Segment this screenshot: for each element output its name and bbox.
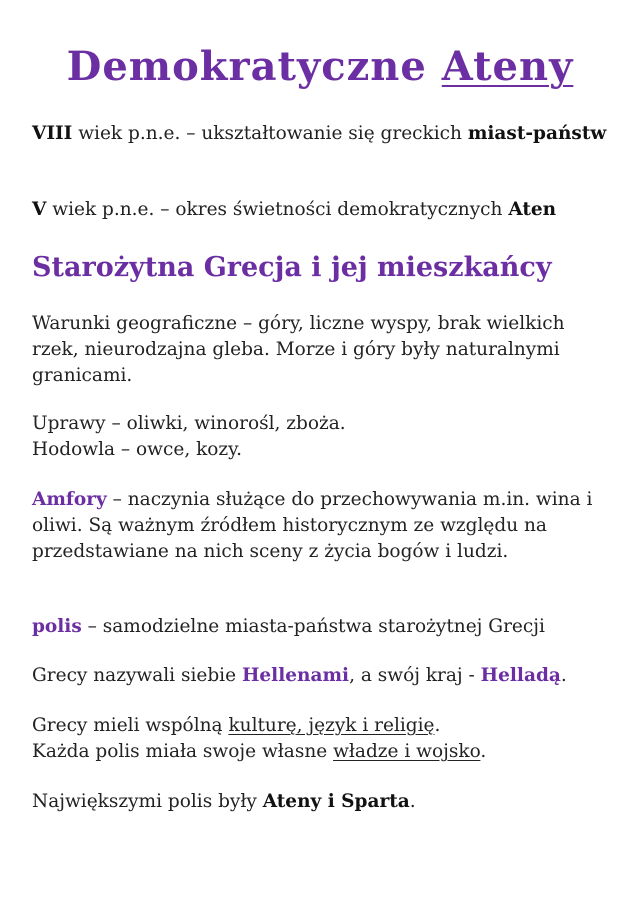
date-keyword: miast-państw	[467, 123, 607, 144]
date-century: VIII	[32, 123, 73, 144]
crops-line: Uprawy – oliwki, winorośl, zboża.	[32, 413, 346, 434]
common-line	[32, 713, 622, 739]
text-part: Grecy nazywali siebie	[32, 665, 242, 686]
own-institutions: władze i wojsko	[333, 741, 481, 762]
geography-paragraph: Warunki geograficzne – góry, liczne wyspy, brak wielkich rzek, nieurodzajna gleba. Morze i góry były naturalnymi granicami.	[32, 313, 565, 386]
title-word-2: Ateny	[441, 43, 574, 90]
text-part: .	[480, 741, 487, 762]
date-line-1	[32, 121, 622, 147]
hellas-term: Helladą	[480, 665, 561, 686]
title-word-1: Demokratyczne	[66, 43, 427, 90]
text-part: Największymi polis były	[32, 791, 263, 812]
text-part: Każda polis miała swoje własne	[32, 741, 334, 762]
polis-term: polis	[32, 616, 82, 637]
breeding-line: Hodowla – owce, kozy.	[32, 439, 243, 460]
polis-paragraph	[32, 614, 622, 640]
own-line	[32, 739, 622, 765]
polis-definition: – samodzielne miasta-państwa starożytnej Grecji	[81, 616, 545, 637]
amphora-definition: – naczynia służące do przechowywania m.in. wina i oliwi. Są ważnym źródłem historycznym ze względu na przedstawiane na nich sceny z życia bogów i ludzi.	[32, 489, 593, 562]
page-title	[0, 38, 640, 96]
text-part: , a swój kraj -	[349, 665, 481, 686]
text-part: .	[409, 791, 416, 812]
date-line-2	[32, 197, 622, 223]
section-title: Starożytna Grecja i jej mieszkańcy	[32, 252, 552, 283]
text-part: Grecy mieli wspólną	[32, 715, 229, 736]
date-text: wiek p.n.e. – ukształtowanie się greckich	[72, 123, 468, 144]
date-keyword: Aten	[508, 199, 557, 220]
date-century: V	[32, 199, 47, 220]
largest-polis-names: Ateny i Sparta	[262, 791, 410, 812]
hellenes-paragraph	[32, 663, 632, 689]
amphora-paragraph	[32, 487, 622, 565]
date-text: wiek p.n.e. – okres świetności demokratycznych	[46, 199, 509, 220]
text-part: .	[434, 715, 441, 736]
text-part: .	[560, 665, 567, 686]
largest-polis-line	[32, 789, 622, 815]
common-heritage: kulturę, język i religię	[228, 715, 435, 736]
amphora-term: Amfory	[32, 489, 107, 510]
hellenes-term: Hellenami	[241, 665, 350, 686]
